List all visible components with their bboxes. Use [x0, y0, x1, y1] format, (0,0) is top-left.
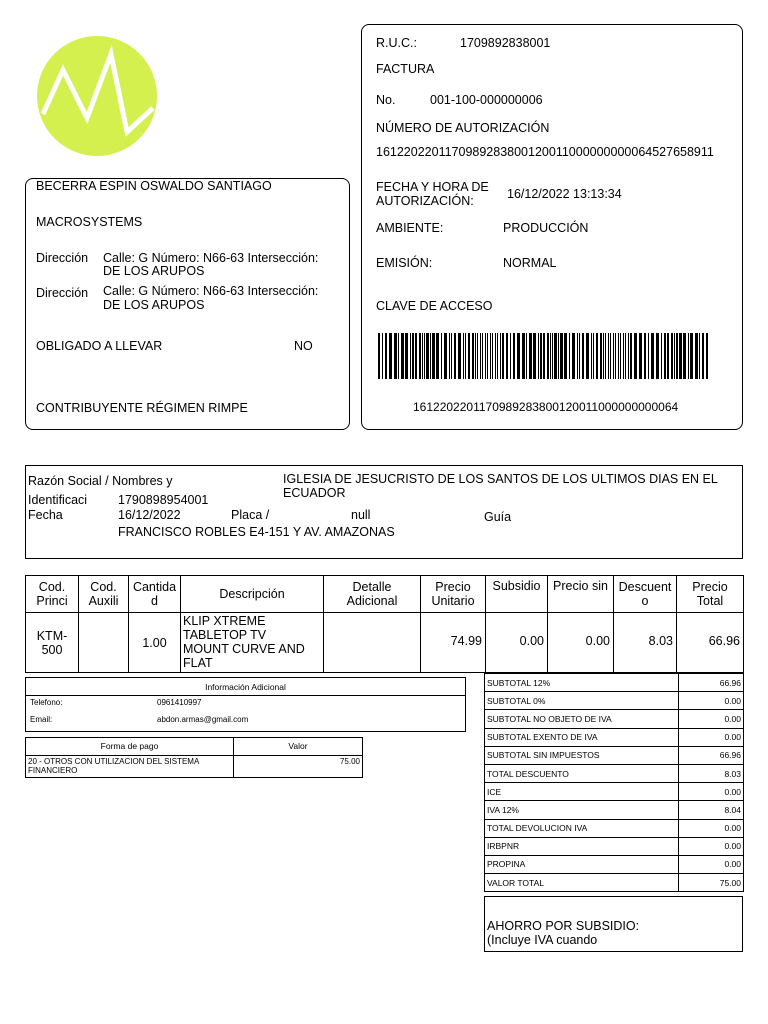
additional-info-title: Información Adicional — [26, 678, 465, 696]
barcode-bar — [591, 333, 592, 379]
barcode-bar — [558, 333, 559, 379]
barcode-bar — [487, 333, 488, 379]
barcode-bar — [577, 333, 578, 379]
barcode-bar — [522, 333, 525, 379]
branch-address-line1: Calle: G Número: N66-63 Intersección: — [103, 284, 319, 298]
tax-regime: CONTRIBUYENTE RÉGIMEN RIMPE — [36, 401, 248, 415]
total-label: IVA 12% — [485, 801, 679, 819]
total-value: 66.96 — [679, 674, 744, 692]
barcode-bar — [422, 333, 423, 379]
matrix-address-line1: Calle: G Número: N66-63 Intersección: — [103, 251, 319, 265]
barcode-bar — [679, 333, 682, 379]
payment-table — [25, 737, 363, 778]
total-label: SUBTOTAL SIN IMPUESTOS — [485, 746, 679, 764]
buyer-name-line2: ECUADOR — [283, 486, 346, 500]
access-key-barcode — [378, 333, 708, 379]
barcode-bar — [547, 333, 549, 379]
access-key-label: CLAVE DE ACCESO — [376, 299, 493, 313]
totals-table — [484, 673, 744, 892]
col-header-precio-unitario: Precio Unitario — [421, 576, 486, 613]
total-value: 66.96 — [679, 746, 744, 764]
barcode-bar — [564, 333, 567, 379]
table-row — [485, 801, 744, 819]
ruc-label: R.U.C.: — [376, 36, 417, 50]
item-descripcion: KLIP XTREME TABLETOP TV MOUNT CURVE AND FLAT — [181, 613, 324, 673]
total-label: PROPINA — [485, 855, 679, 873]
barcode-bar — [688, 333, 689, 379]
barcode-bar — [664, 333, 666, 379]
barcode-bar — [543, 333, 545, 379]
barcode-bar — [690, 333, 693, 379]
issue-date-label: Fecha — [28, 508, 63, 522]
barcode-bar — [623, 333, 624, 379]
barcode-bar — [475, 333, 476, 379]
barcode-bar — [497, 333, 498, 379]
col-header-precio-sin: Precio sin — [548, 576, 614, 613]
total-value: 75.00 — [679, 874, 744, 892]
table-row — [485, 764, 744, 782]
table-row — [485, 819, 744, 837]
total-value: 0.00 — [679, 692, 744, 710]
barcode-bar — [432, 333, 435, 379]
barcode-bar — [441, 333, 442, 379]
total-value: 8.04 — [679, 801, 744, 819]
barcode-bar — [586, 333, 589, 379]
accounting-obligated-label: OBLIGADO A LLEVAR — [36, 339, 163, 353]
barcode-bar — [702, 333, 704, 379]
barcode-bar — [436, 333, 439, 379]
total-label: SUBTOTAL 12% — [485, 674, 679, 692]
barcode-bar — [630, 333, 632, 379]
table-row — [485, 674, 744, 692]
barcode-bar — [398, 333, 399, 379]
barcode-bar — [550, 333, 551, 379]
email-value: abdon.armas@gmail.com — [157, 715, 249, 724]
barcode-bar — [482, 333, 483, 379]
matrix-address-line2: DE LOS ARUPOS — [103, 264, 205, 278]
barcode-bar — [424, 333, 425, 379]
total-label: TOTAL DESCUENTO — [485, 764, 679, 782]
barcode-bar — [667, 333, 669, 379]
item-precio-sin: 0.00 — [548, 613, 614, 673]
total-label: IRBPNR — [485, 837, 679, 855]
barcode-bar — [513, 333, 515, 379]
barcode-bar — [382, 333, 383, 379]
col-header-descripcion: Descripción — [181, 576, 324, 613]
barcode-bar — [444, 333, 447, 379]
authorization-number-value: 1612202201170989283800120011000000000064527658911 — [376, 145, 714, 159]
plate-value: null — [351, 508, 371, 522]
table-row — [485, 728, 744, 746]
total-label: ICE — [485, 783, 679, 801]
barcode-bar — [490, 333, 491, 379]
branch-address-line2: DE LOS ARUPOS — [103, 298, 205, 312]
barcode-bar — [385, 333, 387, 379]
item-subsidio: 0.00 — [486, 613, 548, 673]
total-value: 0.00 — [679, 819, 744, 837]
subsidy-savings-line1: AHORRO POR SUBSIDIO: — [487, 919, 640, 933]
subsidy-savings-line2: (Incluye IVA cuando — [487, 933, 598, 947]
item-cod-principal: KTM- 500 — [26, 613, 79, 673]
total-label: TOTAL DEVOLUCION IVA — [485, 819, 679, 837]
buyer-name-label: Razón Social / Nombres y — [28, 474, 173, 488]
barcode-bar — [538, 333, 539, 379]
barcode-bar — [579, 333, 580, 379]
items-header-row — [26, 576, 744, 613]
item-cantidad: 1.00 — [129, 613, 181, 673]
barcode-bar — [517, 333, 520, 379]
barcode-bar — [676, 333, 678, 379]
total-value: 0.00 — [679, 728, 744, 746]
issuer-trade-name: MACROSYSTEMS — [36, 215, 143, 229]
barcode-bar — [419, 333, 421, 379]
barcode-bar — [463, 333, 464, 379]
barcode-bar — [560, 333, 563, 379]
buyer-name-line1: IGLESIA DE JESUCRISTO DE LOS SANTOS DE LOS ULTIMOS DIAS EN EL — [283, 472, 718, 486]
total-value: 0.00 — [679, 837, 744, 855]
barcode-bar — [495, 333, 496, 379]
table-row — [485, 855, 744, 873]
col-header-descuento: Descuent o — [614, 576, 677, 613]
payment-value: 75.00 — [234, 756, 363, 778]
environment-value: PRODUCCIÓN — [503, 221, 589, 235]
authorization-date-value: 16/12/2022 13:13:34 — [507, 187, 622, 201]
barcode-bar — [458, 333, 461, 379]
barcode-bar — [618, 333, 619, 379]
total-value: 0.00 — [679, 855, 744, 873]
barcode-bar — [608, 333, 609, 379]
col-header-precio-total: Precio Total — [677, 576, 744, 613]
barcode-bar — [500, 333, 501, 379]
payment-value-header: Valor — [234, 738, 363, 756]
barcode-bar — [639, 333, 642, 379]
barcode-bar — [389, 333, 392, 379]
barcode-bar — [554, 333, 557, 379]
table-row — [485, 710, 744, 728]
table-row — [26, 613, 744, 673]
issue-date-value: 16/12/2022 — [118, 508, 181, 522]
barcode-bar — [485, 333, 486, 379]
invoice-number-label: No. — [376, 93, 396, 107]
total-value: 8.03 — [679, 764, 744, 782]
barcode-bar — [454, 333, 456, 379]
col-header-subsidio: Subsidio — [486, 576, 548, 613]
barcode-bar — [502, 333, 504, 379]
item-cod-auxiliar — [79, 613, 129, 673]
barcode-bar — [572, 333, 575, 379]
invoice-number-value: 001-100-000000006 — [430, 93, 543, 107]
plate-label: Placa / — [231, 508, 270, 522]
barcode-bar — [401, 333, 404, 379]
matrix-address-label: Dirección — [36, 251, 89, 265]
buyer-id-label: Identificaci — [28, 493, 88, 507]
barcode-bar — [628, 333, 629, 379]
barcode-bar — [378, 333, 380, 379]
barcode-bar — [540, 333, 542, 379]
table-row — [485, 874, 744, 892]
barcode-bar — [603, 333, 604, 379]
barcode-bar — [706, 333, 708, 379]
issuer-name: BECERRA ESPIN OSWALDO SANTIAGO — [36, 179, 272, 193]
table-row — [485, 746, 744, 764]
barcode-bar — [596, 333, 598, 379]
col-header-cantidad: Cantida d — [129, 576, 181, 613]
authorization-date-label-line1: FECHA Y HORA DE — [376, 180, 489, 194]
barcode-bar — [582, 333, 584, 379]
guide-label: Guía — [484, 510, 512, 524]
col-header-detalle: Detalle Adicional — [324, 576, 421, 613]
items-table — [25, 575, 744, 673]
table-row — [485, 692, 744, 710]
barcode-bar — [506, 333, 508, 379]
document-type: FACTURA — [376, 62, 435, 76]
barcode-bar — [644, 333, 646, 379]
barcode-bar — [480, 333, 481, 379]
barcode-bar — [683, 333, 686, 379]
item-detalle — [324, 613, 421, 673]
barcode-bar — [492, 333, 493, 379]
phone-label: Telefono: — [30, 698, 63, 707]
total-label: VALOR TOTAL — [485, 874, 679, 892]
barcode-bar — [412, 333, 414, 379]
item-precio-total: 66.96 — [677, 613, 744, 673]
barcode-bar — [510, 333, 511, 379]
barcode-bar — [695, 333, 698, 379]
phone-value: 0961410997 — [157, 698, 202, 707]
total-label: SUBTOTAL NO OBJETO DE IVA — [485, 710, 679, 728]
col-header-cod-auxiliar: Cod. Auxili — [79, 576, 129, 613]
barcode-bar — [620, 333, 621, 379]
barcode-bar — [569, 333, 570, 379]
environment-label: AMBIENTE: — [376, 221, 444, 235]
branch-address-label: Dirección — [36, 286, 89, 300]
barcode-bar — [648, 333, 649, 379]
barcode-bar — [472, 333, 474, 379]
payment-method-header: Forma de pago — [26, 738, 234, 756]
company-logo — [37, 36, 157, 156]
barcode-bar — [613, 333, 614, 379]
barcode-bar — [394, 333, 397, 379]
item-precio-unitario: 74.99 — [421, 613, 486, 673]
accounting-obligated-value: NO — [294, 339, 313, 353]
emission-label: EMISIÓN: — [376, 256, 433, 270]
total-value: 0.00 — [679, 783, 744, 801]
barcode-bar — [656, 333, 659, 379]
barcode-bar — [651, 333, 654, 379]
barcode-bar — [405, 333, 408, 379]
barcode-bar — [552, 333, 553, 379]
barcode-bar — [661, 333, 662, 379]
barcode-bar — [449, 333, 450, 379]
barcode-bar — [468, 333, 470, 379]
barcode-bar — [410, 333, 411, 379]
barcode-bar — [529, 333, 532, 379]
barcode-bar — [465, 333, 466, 379]
barcode-bar — [671, 333, 673, 379]
barcode-bar — [426, 333, 429, 379]
total-label: SUBTOTAL EXENTO DE IVA — [485, 728, 679, 746]
table-row — [485, 783, 744, 801]
barcode-bar — [593, 333, 594, 379]
buyer-address: FRANCISCO ROBLES E4-151 Y AV. AMAZONAS — [118, 525, 395, 539]
payment-method: 20 - OTROS CON UTILIZACION DEL SISTEMA FINANCIERO — [26, 756, 234, 778]
barcode-bar — [477, 333, 478, 379]
barcode-bar — [615, 333, 616, 379]
barcode-bar — [699, 333, 700, 379]
table-row — [485, 837, 744, 855]
total-value: 0.00 — [679, 710, 744, 728]
authorization-date-label-line2: AUTORIZACIÓN: — [376, 194, 474, 208]
access-key-value: 1612202201170989283800120011000000000064 — [413, 400, 679, 414]
ruc-value: 1709892838001 — [460, 36, 551, 50]
barcode-bar — [605, 333, 606, 379]
barcode-bar — [430, 333, 431, 379]
barcode-bar — [415, 333, 417, 379]
barcode-bar — [526, 333, 527, 379]
authorization-number-label: NÚMERO DE AUTORIZACIÓN — [376, 121, 550, 135]
barcode-bar — [600, 333, 602, 379]
barcode-bar — [625, 333, 626, 379]
barcode-bar — [610, 333, 611, 379]
table-row — [26, 756, 363, 778]
buyer-id-value: 1790898954001 — [118, 493, 209, 507]
total-label: SUBTOTAL 0% — [485, 692, 679, 710]
barcode-bar — [451, 333, 452, 379]
barcode-bar — [634, 333, 637, 379]
col-header-cod-principal: Cod. Princi — [26, 576, 79, 613]
payment-header-row — [26, 738, 363, 756]
barcode-bar — [674, 333, 675, 379]
item-descuento: 8.03 — [614, 613, 677, 673]
emission-value: NORMAL — [503, 256, 557, 270]
email-label: Email: — [30, 715, 53, 724]
barcode-bar — [533, 333, 536, 379]
